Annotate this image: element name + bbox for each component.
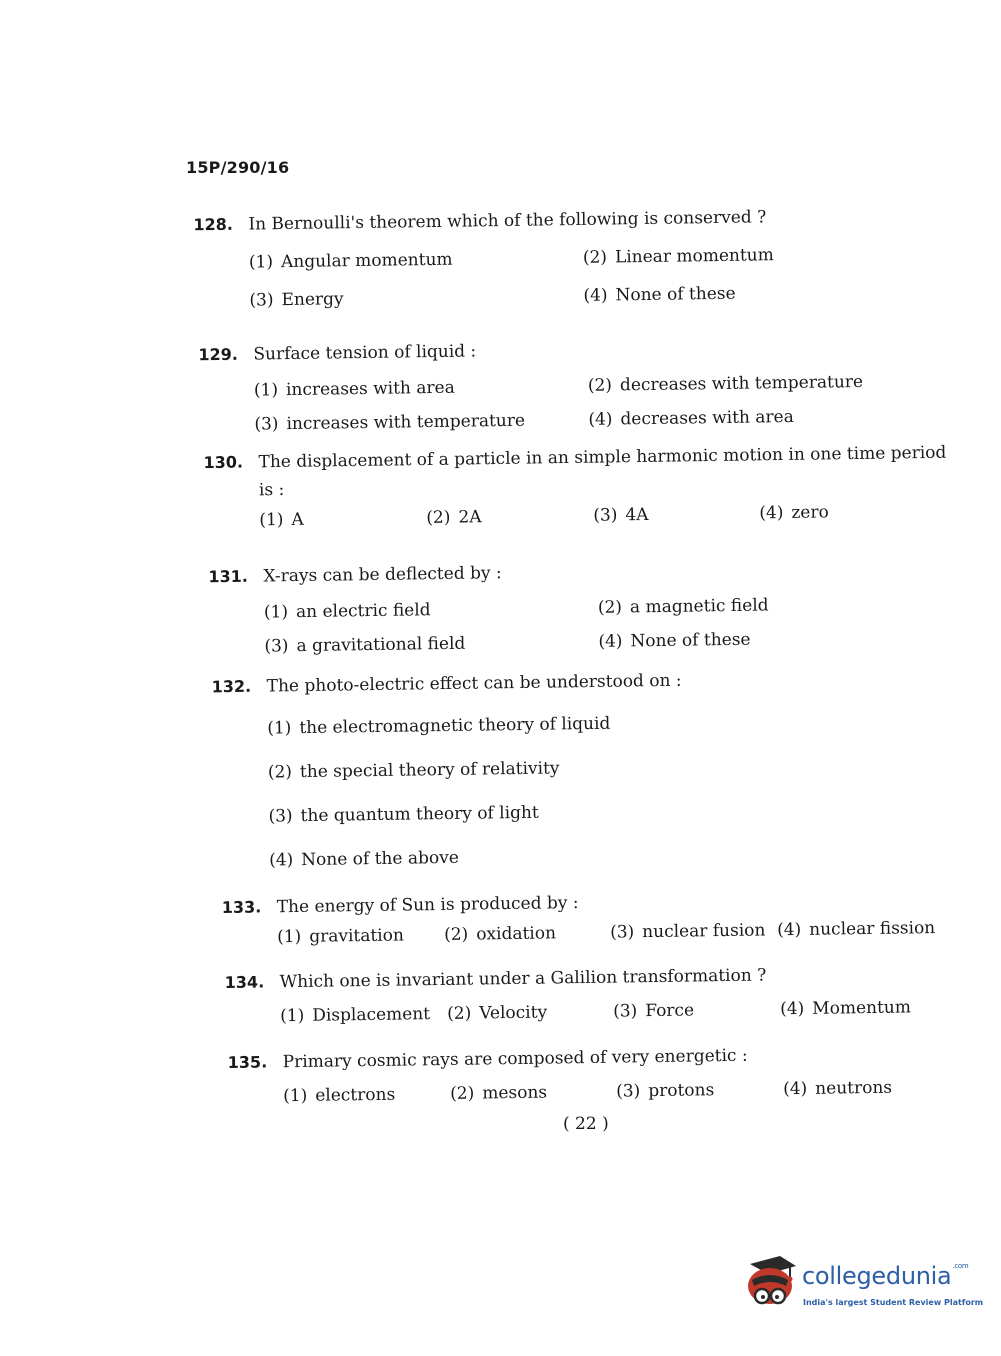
option-4: (4) None of the above (268, 847, 459, 871)
question-number: 131. (208, 566, 249, 587)
collegedunia-logo (740, 1252, 984, 1314)
question-number: 128. (193, 214, 234, 235)
question-text: X-rays can be deflected by : (263, 563, 502, 587)
option-1: (1) Displacement (280, 1004, 431, 1027)
option-1: (1) an electric field (263, 600, 431, 623)
option-1: (1) increases with area (253, 377, 455, 401)
option-3: (3) 4A (593, 504, 649, 526)
question-128 (193, 205, 954, 324)
option-2: (2) the special theory of relativity (267, 758, 560, 783)
question-text: Primary cosmic rays are composed of very energetic : (282, 1045, 748, 1073)
option-2: (2) Linear momentum (582, 245, 774, 268)
question-number: 134. (224, 972, 265, 993)
option-2: (2) oxidation (444, 923, 557, 945)
option-3: (3) Energy (249, 289, 344, 311)
option-4: (4) None of these (583, 283, 736, 306)
question-text: In Bernoulli's theorem which of the following is conserved ? (248, 207, 767, 235)
option-2: (2) mesons (450, 1082, 548, 1104)
option-1: (1) the electromagnetic theory of liquid (267, 713, 611, 739)
question-text-continued: is : (258, 479, 285, 501)
question-number: 135. (227, 1052, 268, 1073)
logo-wordmark: collegedunia$^{.com}$ (802, 1262, 969, 1290)
question-135 (228, 1043, 949, 1117)
option-4: (4) zero (759, 502, 829, 524)
option-3: (3) a gravitational field (264, 633, 466, 657)
option-2: (2) 2A (426, 507, 482, 528)
question-text: The displacement of a particle in an simple harmonic motion in one time period (258, 442, 947, 473)
option-3: (3) the quantum theory of light (268, 802, 539, 827)
option-2: (2) decreases with temperature (587, 372, 864, 396)
option-4: (4) nuclear fission (776, 918, 936, 941)
option-3: (3) protons (616, 1080, 715, 1102)
option-3: (3) nuclear fusion (609, 920, 766, 943)
option-3: (3) increases with temperature (254, 410, 526, 435)
question-134 (225, 963, 946, 1037)
question-131 (208, 557, 969, 674)
option-1: (1) Angular momentum (248, 249, 453, 273)
page-number: ( 22 ) (563, 1114, 609, 1134)
question-number: 133. (221, 897, 262, 918)
option-4: (4) neutrons (783, 1077, 893, 1100)
question-130 (203, 442, 947, 541)
option-2: (2) a magnetic field (597, 595, 769, 618)
question-133 (222, 888, 943, 958)
option-1: (1) A (259, 509, 304, 531)
mascot-icon (740, 1252, 800, 1314)
question-132 (212, 667, 975, 890)
option-1: (1) gravitation (277, 925, 404, 948)
question-number: 129. (198, 344, 239, 365)
option-4: (4) Momentum (780, 997, 912, 1020)
option-4: (4) decreases with area (588, 407, 794, 430)
question-129 (198, 335, 959, 452)
paper-code: 15P/290/16 (186, 158, 290, 177)
question-text: Which one is invariant under a Galilion transformation ? (279, 965, 767, 993)
question-text: The photo-electric effect can be understood on : (266, 670, 682, 697)
logo-tagline: India's largest Student Review Platform (803, 1298, 984, 1307)
question-text: Surface tension of liquid : (253, 341, 477, 365)
logo-suffix: .com (952, 1262, 969, 1270)
option-1: (1) electrons (283, 1084, 396, 1107)
question-number: 132. (211, 676, 252, 697)
question-text: The energy of Sun is produced by : (276, 893, 579, 918)
option-4: (4) None of these (598, 629, 751, 652)
option-2: (2) Velocity (447, 1002, 548, 1024)
option-3: (3) Force (613, 1000, 695, 1022)
question-number: 130. (203, 452, 244, 473)
